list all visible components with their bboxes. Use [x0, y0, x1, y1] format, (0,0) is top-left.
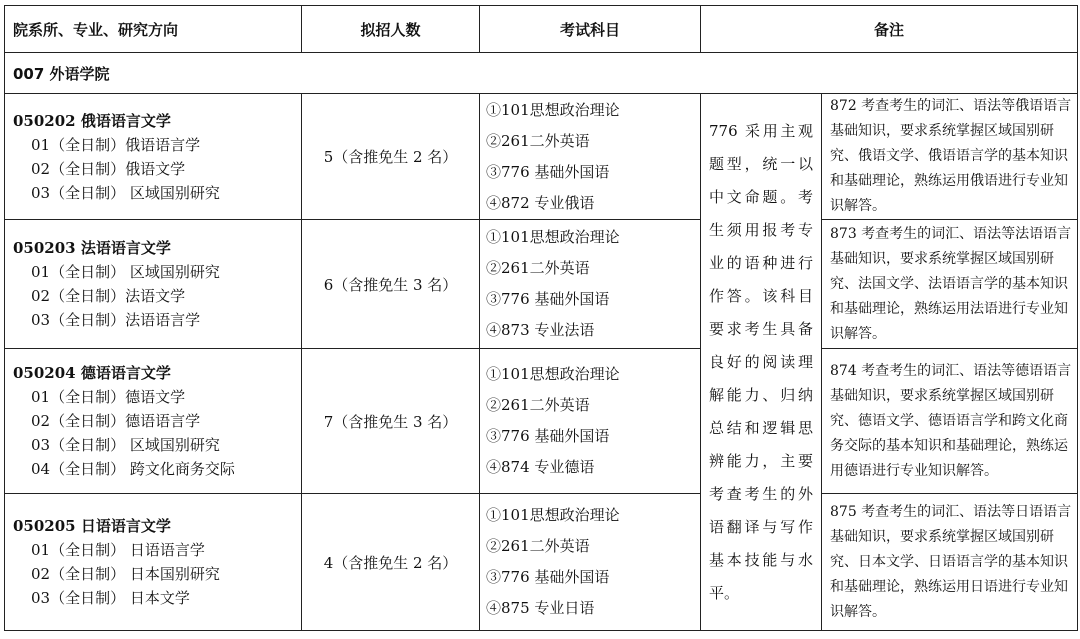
- program-title: 050202 俄语语言文学: [13, 111, 171, 130]
- header-count: 拟招人数: [302, 6, 480, 53]
- exam-item: ④872 专业俄语: [486, 193, 595, 212]
- direction-item: 02（全日制） 日本国别研究: [31, 565, 220, 583]
- header-row: [5, 6, 1078, 53]
- college-name: 007 外语学院: [5, 53, 1078, 94]
- table-row: [5, 94, 1078, 220]
- exam-item: ③776 基础外国语: [486, 162, 610, 181]
- direction-item: 02（全日制）德语语言学: [31, 412, 201, 430]
- direction-item: 01（全日制）俄语语言学: [31, 135, 201, 154]
- exam-item: ②261二外英语: [486, 537, 590, 555]
- enrollment-count: 4（含推免生 2 名）: [302, 494, 480, 631]
- direction-item: 03（全日制） 区域国别研究: [31, 183, 220, 202]
- enrollment-count: 7（含推免生 3 名）: [302, 349, 480, 494]
- enrollment-count: 6（含推免生 3 名）: [302, 220, 480, 349]
- exam-item: ①101思想政治理论: [486, 100, 620, 119]
- enrollment-count: 5（含推免生 2 名）: [302, 94, 480, 220]
- exam-item: ②261二外英语: [486, 259, 590, 277]
- exam-item: ④875 专业日语: [486, 599, 595, 617]
- table-row: [5, 220, 1078, 349]
- direction-item: 02（全日制）俄语文学: [31, 159, 186, 178]
- remark-cell: 874 考查考生的词汇、语法等德语语言基础知识，要求系统掌握区域国别研究、德语文学、德语语言学和跨文化商务交际的基本知识和基础理论，熟练运用德语进行专业知识解答。: [822, 349, 1078, 494]
- table-row: [5, 494, 1078, 631]
- direction-item: 04（全日制） 跨文化商务交际: [31, 460, 235, 478]
- exam-cell: [480, 349, 701, 494]
- direction-item: 02（全日制）法语文学: [31, 287, 186, 305]
- table-row: [5, 349, 1078, 494]
- program-cell: [5, 494, 302, 631]
- direction-item: 03（全日制） 日本文学: [31, 589, 190, 607]
- header-program: 院系所、专业、研究方向: [5, 6, 302, 53]
- admissions-table: [4, 5, 1078, 631]
- direction-item: 01（全日制）德语文学: [31, 388, 186, 406]
- direction-item: 01（全日制） 日语语言学: [31, 541, 205, 559]
- exam-item: ③776 基础外国语: [486, 427, 610, 445]
- exam-item: ②261二外英语: [486, 131, 590, 150]
- exam-cell: [480, 220, 701, 349]
- program-title: 050203 法语语言文学: [13, 239, 171, 257]
- shared-note: 776 采用主观题型，统一以中文命题。考生须用报考专业的语种进行作答。该科目要求考生具备良好的阅读理解能力、归纳总结和逻辑思辨能力，主要考查考生的外语翻译与写作基本技能与水平。: [701, 94, 822, 631]
- header-remarks: 备注: [701, 6, 1078, 53]
- exam-item: ③776 基础外国语: [486, 290, 610, 308]
- exam-item: ④873 专业法语: [486, 321, 595, 339]
- exam-cell: [480, 494, 701, 631]
- college-row: [5, 53, 1078, 94]
- remark-cell: 875 考查考生的词汇、语法等日语语言基础知识，要求系统掌握区域国别研究、日本文学、日语语言学的基本知识和基础理论，熟练运用日语进行专业知识解答。: [822, 494, 1078, 631]
- exam-item: ④874 专业德语: [486, 458, 595, 476]
- direction-item: 01（全日制） 区域国别研究: [31, 263, 220, 281]
- remark-cell: 872 考查考生的词汇、语法等俄语语言基础知识，要求系统掌握区域国别研究、俄语文学、俄语语言学的基本知识和基础理论，熟练运用俄语进行专业知识解答。: [822, 94, 1078, 220]
- program-title: 050204 德语语言文学: [13, 364, 171, 382]
- header-exams: 考试科目: [480, 6, 701, 53]
- program-title: 050205 日语语言文学: [13, 517, 171, 535]
- exam-item: ②261二外英语: [486, 396, 590, 414]
- direction-item: 03（全日制） 区域国别研究: [31, 436, 220, 454]
- program-cell: [5, 94, 302, 220]
- direction-item: 03（全日制）法语语言学: [31, 311, 201, 329]
- exam-item: ①101思想政治理论: [486, 365, 620, 383]
- remark-cell: 873 考查考生的词汇、语法等法语语言基础知识，要求系统掌握区域国别研究、法国文学、法语语言学的基本知识和基础理论，熟练运用法语进行专业知识解答。: [822, 220, 1078, 349]
- exam-item: ①101思想政治理论: [486, 506, 620, 524]
- program-cell: [5, 220, 302, 349]
- exam-item: ③776 基础外国语: [486, 568, 610, 586]
- exam-cell: [480, 94, 701, 220]
- exam-item: ①101思想政治理论: [486, 228, 620, 246]
- program-cell: [5, 349, 302, 494]
